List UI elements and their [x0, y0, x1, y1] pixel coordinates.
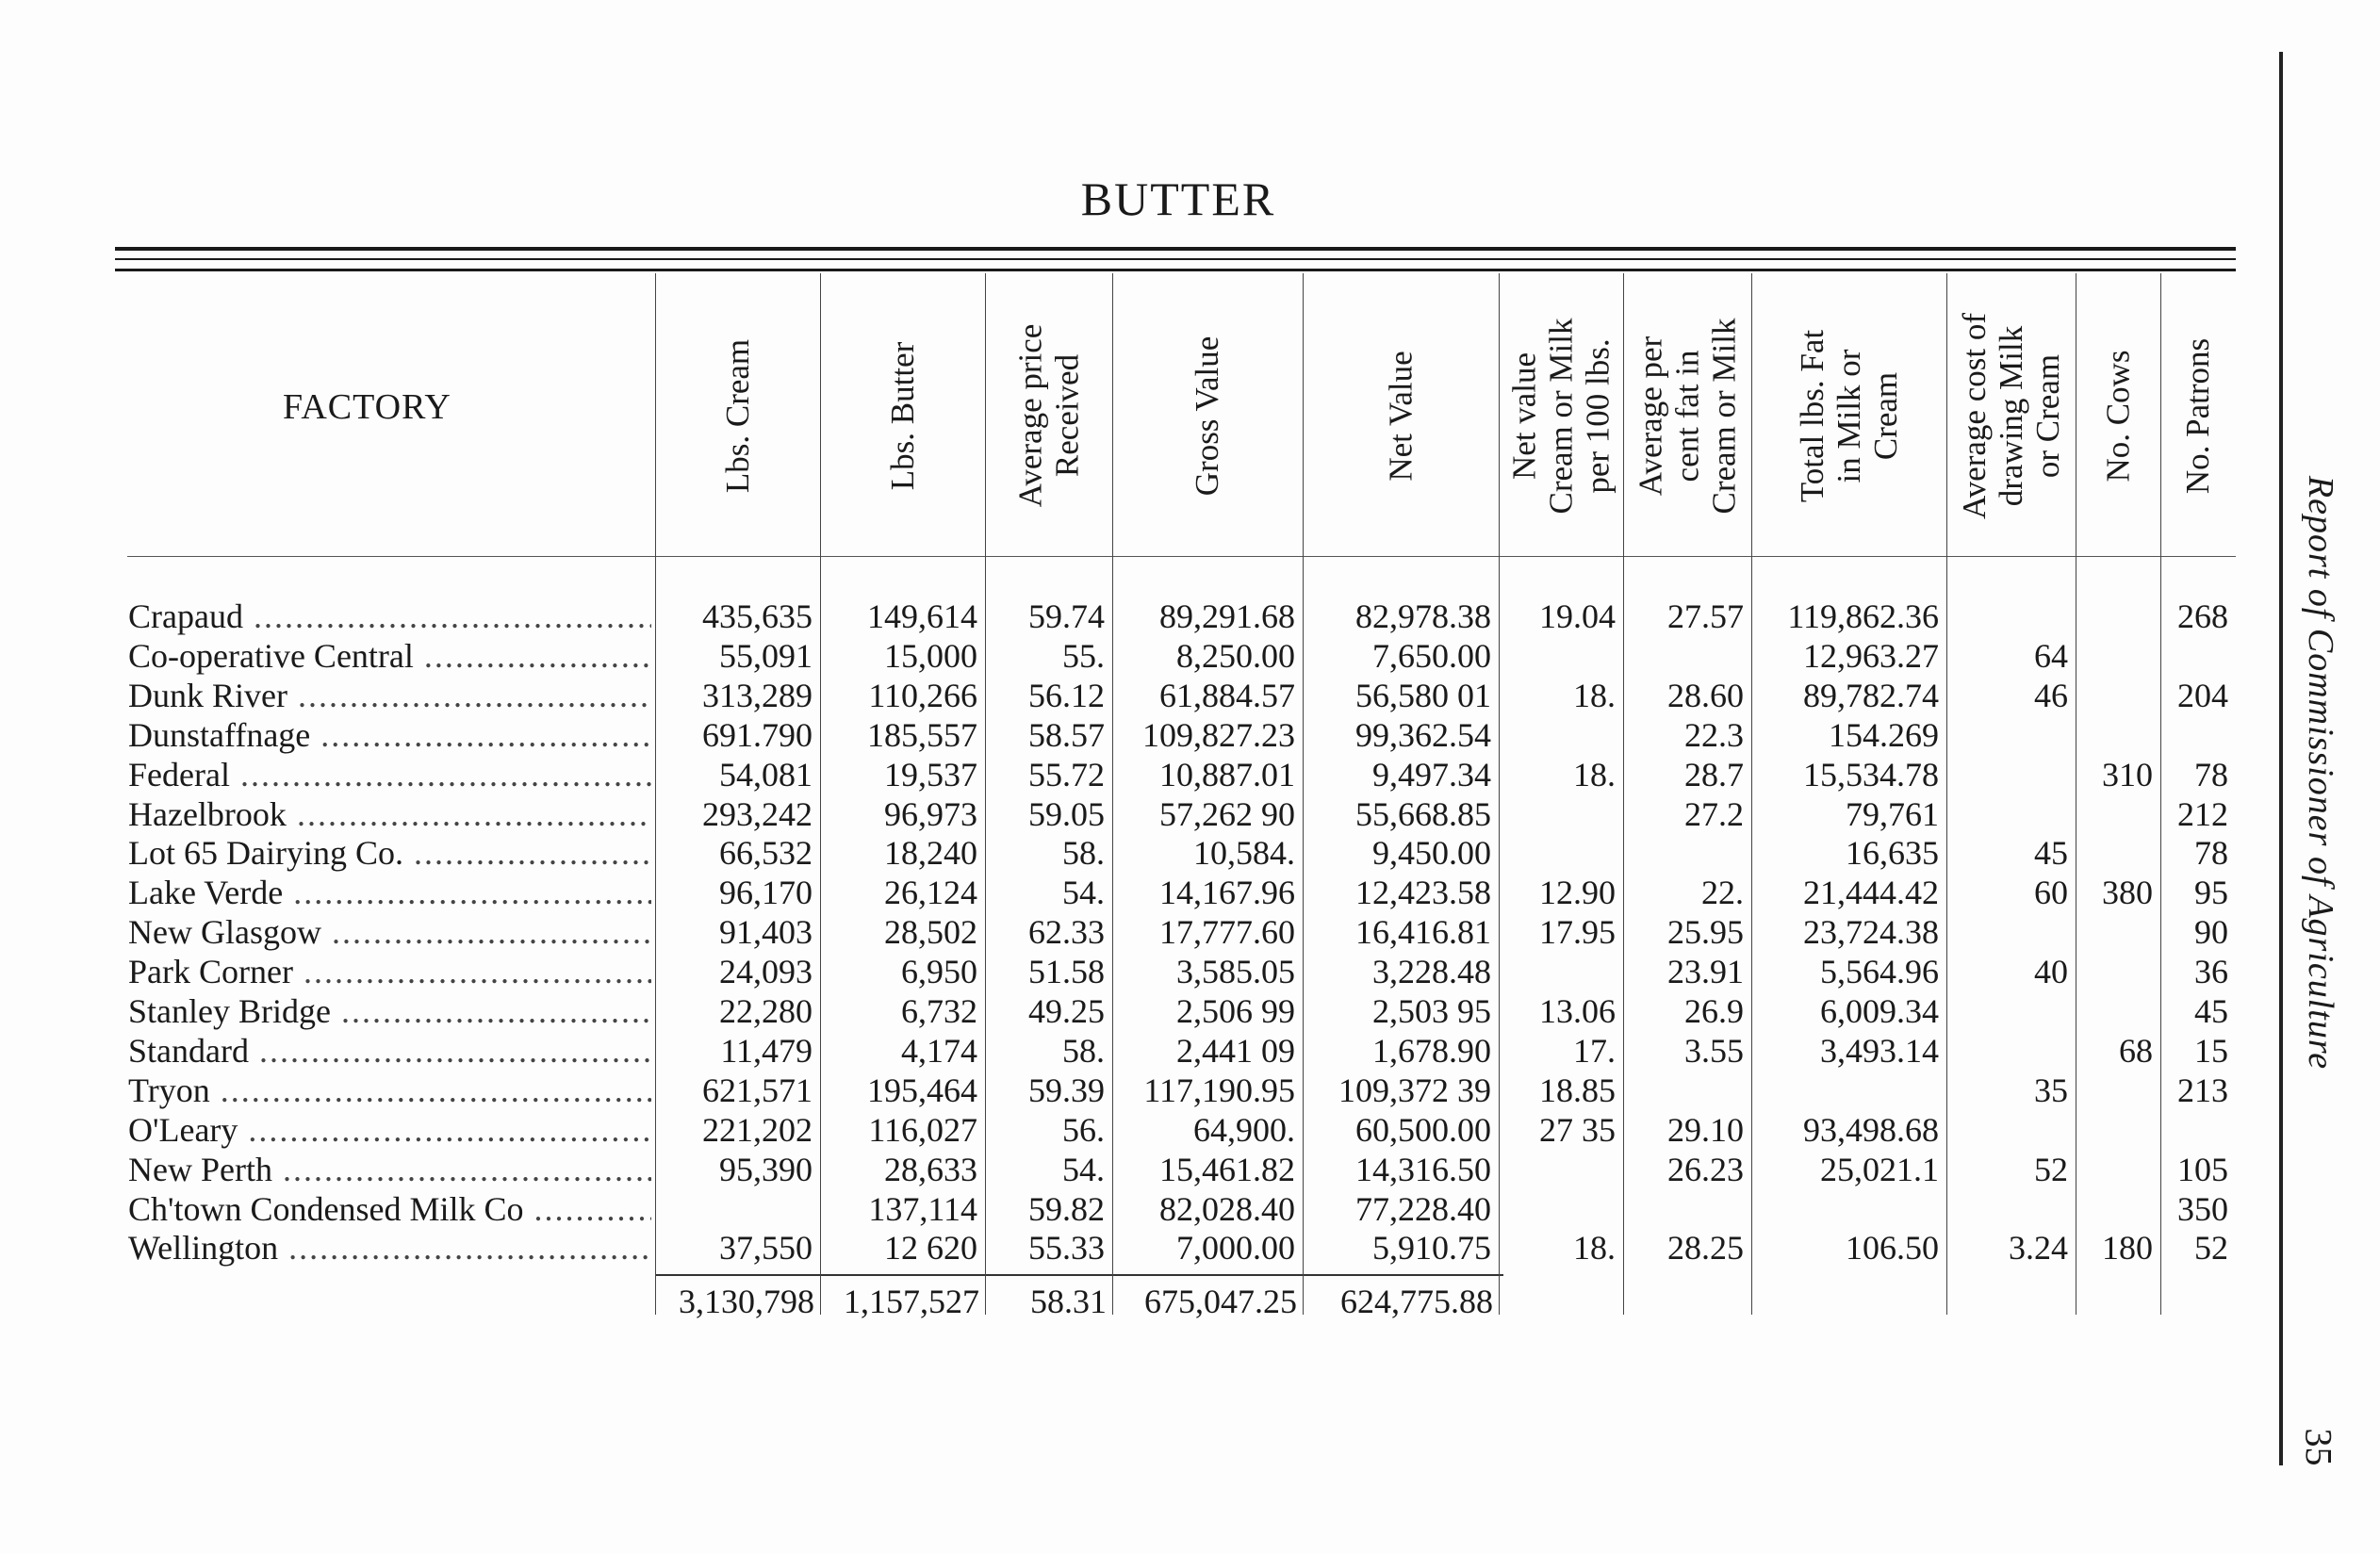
header-rule-under-headings [127, 556, 2236, 557]
cell-gross: 57,262 90 [1159, 794, 1295, 833]
cell-butter: 15,000 [884, 636, 977, 675]
factory-column-header: FACTORY [283, 387, 451, 427]
cell-gross: 82,028.40 [1159, 1189, 1295, 1228]
cell-per100: 18. [1573, 755, 1616, 793]
cell-cream: 96,170 [719, 874, 812, 912]
cell-butter: 6,950 [901, 953, 977, 991]
column-header-line: Cream or Milk [1542, 317, 1580, 515]
cell-fat: 26.9 [1684, 992, 1744, 1030]
cell-net: 9,497.34 [1372, 755, 1491, 793]
cell-per100: 18. [1573, 1229, 1616, 1268]
column-header-line: Net Value [1382, 350, 1420, 482]
table-row [0, 1150, 2380, 1189]
factory-name: Dunstaffnage ..... [128, 715, 651, 755]
cell-total-fat: 89,782.74 [1803, 676, 1939, 714]
cell-patrons: 350 [2177, 1189, 2228, 1228]
cell-patrons: 36 [2194, 953, 2228, 991]
cell-per100: 17. [1573, 1031, 1616, 1070]
cell-butter: 26,124 [884, 874, 977, 912]
factory-name: O'Leary ..... [128, 1110, 651, 1150]
column-header-total-fat [1751, 275, 1946, 556]
cell-cream: 313,289 [702, 676, 812, 714]
total-butter: 1,157,527 [844, 1283, 979, 1320]
cell-gross: 61,884.57 [1159, 676, 1295, 714]
cell-price: 56. [1062, 1110, 1105, 1149]
cell-price: 55.72 [1028, 755, 1105, 793]
column-header-line: Net value [1505, 352, 1543, 480]
cell-butter: 19,537 [884, 755, 977, 793]
cell-fat: 28.60 [1667, 676, 1744, 714]
header-rule-bottom [115, 269, 2236, 271]
factory-name: Stanley Bridge ..... [128, 991, 651, 1031]
column-header-price [985, 275, 1112, 556]
cell-net: 14,316.50 [1355, 1150, 1491, 1188]
cell-price: 54. [1062, 874, 1105, 912]
cell-per100: 27 35 [1539, 1110, 1616, 1149]
cell-cost: 52 [2034, 1150, 2068, 1188]
column-header-line: Cream or Milk [1705, 317, 1743, 515]
cell-price: 51.58 [1028, 953, 1105, 991]
running-title-text: Report of Commissioner of Agriculture [2301, 475, 2340, 1071]
cell-price: 59.82 [1028, 1189, 1105, 1228]
cell-price: 54. [1062, 1150, 1105, 1188]
cell-price: 58. [1062, 834, 1105, 873]
cell-price: 55.33 [1028, 1229, 1105, 1268]
table-row [0, 873, 2380, 912]
cell-cream: 11,479 [720, 1031, 812, 1070]
cell-butter: 4,174 [901, 1031, 977, 1070]
table-row [0, 1110, 2380, 1150]
cell-fat: 22.3 [1684, 715, 1744, 754]
table-row [0, 1189, 2380, 1229]
table-row [0, 1071, 2380, 1110]
cell-butter: 185,557 [867, 715, 977, 754]
table-row [0, 597, 2380, 636]
cell-cost: 64 [2034, 636, 2068, 675]
cell-fat: 27.2 [1684, 794, 1744, 833]
cell-cost: 46 [2034, 676, 2068, 714]
cell-total-fat: 119,862.36 [1787, 597, 1939, 635]
cell-cream: 54,081 [719, 755, 812, 793]
cell-net: 12,423.58 [1355, 874, 1491, 912]
factory-name: Park Corner ..... [128, 952, 651, 991]
cell-butter: 6,732 [901, 992, 977, 1030]
cell-patrons: 52 [2194, 1229, 2228, 1268]
cell-gross: 64,900. [1193, 1110, 1295, 1149]
cell-cream: 435,635 [702, 597, 812, 635]
column-header-gross [1112, 275, 1303, 556]
cell-patrons: 95 [2194, 874, 2228, 912]
column-header-net [1303, 275, 1499, 556]
cell-gross: 14,167.96 [1159, 874, 1295, 912]
cell-patrons: 78 [2194, 755, 2228, 793]
column-header-line: Lbs. Butter [883, 341, 921, 490]
column-header-line: Lbs. Cream [718, 338, 756, 493]
column-header-cows [2076, 275, 2160, 556]
cell-net: 2,503 95 [1372, 992, 1491, 1030]
factory-name: Crapaud ..... [128, 597, 651, 636]
cell-per100: 13.06 [1539, 992, 1616, 1030]
factory-name: Hazelbrook ..... [128, 794, 651, 834]
cell-price: 56.12 [1028, 676, 1105, 714]
column-header-line: Cream [1867, 371, 1904, 460]
table-row [0, 1228, 2380, 1268]
cell-gross: 17,777.60 [1159, 913, 1295, 952]
cell-fat: 28.25 [1667, 1229, 1744, 1268]
table-row [0, 1031, 2380, 1071]
factory-name: Wellington ..... [128, 1228, 651, 1268]
cell-cream: 22,280 [719, 992, 812, 1030]
column-header-line: Average per [1632, 335, 1669, 496]
cell-cream: 55,091 [719, 636, 812, 675]
column-header-line: Received [1048, 353, 1086, 478]
column-header-line: cent fat in [1668, 350, 1706, 482]
cell-total-fat: 5,564.96 [1820, 953, 1939, 991]
cell-gross: 117,190.95 [1143, 1071, 1295, 1109]
column-header-fat [1623, 275, 1751, 556]
page-number: 35 [2297, 1428, 2340, 1466]
cell-net: 5,910.75 [1372, 1229, 1491, 1268]
cell-net: 99,362.54 [1355, 715, 1491, 754]
cell-cream: 91,403 [719, 913, 812, 952]
cell-cows: 310 [2102, 755, 2153, 793]
cell-butter: 18,240 [884, 834, 977, 873]
cell-cream: 66,532 [719, 834, 812, 873]
cell-butter: 28,502 [884, 913, 977, 952]
table-row [0, 636, 2380, 676]
cell-total-fat: 15,534.78 [1803, 755, 1939, 793]
cell-total-fat: 106.50 [1846, 1229, 1939, 1268]
factory-name: New Perth ..... [128, 1150, 651, 1189]
cell-net: 82,978.38 [1355, 597, 1491, 635]
cell-total-fat: 16,635 [1846, 834, 1939, 873]
cell-butter: 110,266 [868, 676, 977, 714]
cell-total-fat: 3,493.14 [1820, 1031, 1939, 1070]
table-row [0, 794, 2380, 834]
cell-net: 7,650.00 [1372, 636, 1491, 675]
table-row [0, 755, 2380, 794]
cell-gross: 10,887.01 [1159, 755, 1295, 793]
column-header-line: Average price [1011, 323, 1049, 508]
cell-fat: 26.23 [1667, 1150, 1744, 1188]
cell-total-fat: 23,724.38 [1803, 913, 1939, 952]
cell-cows: 180 [2102, 1229, 2153, 1268]
factory-name: Tryon ..... [128, 1071, 651, 1110]
factory-name: Dunk River ..... [128, 676, 651, 715]
cell-price: 58.57 [1028, 715, 1105, 754]
cell-price: 59.05 [1028, 794, 1105, 833]
factory-name: Ch'town Condensed Milk Co ..... [128, 1189, 651, 1229]
cell-butter: 195,464 [867, 1071, 977, 1109]
cell-fat: 27.57 [1667, 597, 1744, 635]
column-header-line: Total lbs. Fat [1794, 329, 1830, 502]
cell-butter: 28,633 [884, 1150, 977, 1188]
cell-per100: 18. [1573, 676, 1616, 714]
cell-price: 55. [1062, 636, 1105, 675]
column-header-line: Gross Value [1189, 335, 1226, 496]
cell-patrons: 45 [2194, 992, 2228, 1030]
cell-patrons: 213 [2177, 1071, 2228, 1109]
cell-fat: 28.7 [1684, 755, 1744, 793]
column-header-line: No. Patrons [2179, 337, 2217, 494]
cell-gross: 10,584. [1193, 834, 1295, 873]
cell-total-fat: 12,963.27 [1803, 636, 1939, 675]
total-price: 58.31 [1030, 1283, 1107, 1320]
cell-total-fat: 154.269 [1829, 715, 1939, 754]
cell-net: 3,228.48 [1372, 953, 1491, 991]
column-header-line: per 100 lbs. [1579, 337, 1617, 494]
cell-net: 109,372 39 [1338, 1071, 1491, 1109]
factory-name: Federal ..... [128, 755, 651, 794]
cell-cream: 95,390 [719, 1150, 812, 1188]
cell-patrons: 268 [2177, 597, 2228, 635]
header-rule-top [115, 247, 2236, 251]
column-header-line: No. Cows [2099, 349, 2137, 483]
cell-per100: 17.95 [1539, 913, 1616, 952]
factory-name: New Glasgow ..... [128, 912, 651, 952]
cell-net: 60,500.00 [1355, 1110, 1491, 1149]
cell-patrons: 105 [2177, 1150, 2228, 1188]
cell-cost: 3.24 [2009, 1229, 2068, 1268]
cell-net: 1,678.90 [1372, 1031, 1491, 1070]
cell-cream: 293,242 [702, 794, 812, 833]
cell-gross: 89,291.68 [1159, 597, 1295, 635]
cell-net: 16,416.81 [1355, 913, 1491, 952]
cell-total-fat: 79,761 [1846, 794, 1939, 833]
totals-row [0, 1282, 2380, 1321]
header-rule-middle [115, 258, 2236, 260]
column-header-per100 [1499, 275, 1623, 556]
cell-gross: 109,827.23 [1142, 715, 1295, 754]
cell-cream: 621,571 [702, 1071, 812, 1109]
cell-price: 62.33 [1028, 913, 1105, 952]
cell-total-fat: 25,021.1 [1820, 1150, 1939, 1188]
totals-rule [655, 1274, 1503, 1276]
column-header-line: or Cream [2029, 353, 2067, 478]
cell-gross: 15,461.82 [1159, 1150, 1295, 1188]
cell-patrons: 212 [2177, 794, 2228, 833]
table-row [0, 991, 2380, 1031]
table-row [0, 676, 2380, 715]
cell-net: 55,668.85 [1355, 794, 1491, 833]
cell-gross: 3,585.05 [1176, 953, 1295, 991]
column-header-butter [820, 275, 985, 556]
cell-fat: 22. [1701, 874, 1744, 912]
cell-cost: 60 [2034, 874, 2068, 912]
cell-cream: 691.790 [702, 715, 812, 754]
cell-per100: 18.85 [1539, 1071, 1616, 1109]
factory-name: Standard ..... [128, 1031, 651, 1071]
cell-fat: 3.55 [1684, 1031, 1744, 1070]
cell-cream: 24,093 [719, 953, 812, 991]
column-header-cream [655, 275, 820, 556]
cell-butter: 96,973 [884, 794, 977, 833]
cell-fat: 25.95 [1667, 913, 1744, 952]
table-row [0, 833, 2380, 873]
column-header-patrons [2160, 275, 2236, 556]
cell-cream: 221,202 [702, 1110, 812, 1149]
cell-per100: 12.90 [1539, 874, 1616, 912]
cell-butter: 137,114 [868, 1189, 977, 1228]
total-net: 624,775.88 [1340, 1283, 1493, 1320]
cell-total-fat: 93,498.68 [1803, 1110, 1939, 1149]
page-edge-rule [2279, 52, 2283, 1465]
cell-patrons: 15 [2194, 1031, 2228, 1070]
total-gross: 675,047.25 [1144, 1283, 1297, 1320]
cell-cost: 40 [2034, 953, 2068, 991]
cell-butter: 149,614 [867, 597, 977, 635]
cell-net: 9,450.00 [1372, 834, 1491, 873]
cell-cows: 68 [2119, 1031, 2153, 1070]
cell-gross: 2,441 09 [1176, 1031, 1295, 1070]
cell-price: 59.39 [1028, 1071, 1105, 1109]
cell-gross: 8,250.00 [1176, 636, 1295, 675]
column-header-line: drawing Milk [1993, 325, 2030, 506]
cell-cost: 45 [2034, 834, 2068, 873]
factory-name: Co-operative Central ..... [128, 636, 651, 676]
table-row [0, 715, 2380, 755]
cell-cows: 380 [2102, 874, 2153, 912]
cell-total-fat: 21,444.42 [1803, 874, 1939, 912]
column-header-line: Average cost of [1956, 312, 1994, 519]
total-cream: 3,130,798 [679, 1283, 814, 1320]
factory-name: Lot 65 Dairying Co. ..... [128, 833, 651, 873]
cell-net: 77,228.40 [1355, 1189, 1491, 1228]
cell-patrons: 78 [2194, 834, 2228, 873]
cell-patrons: 90 [2194, 913, 2228, 952]
cell-total-fat: 6,009.34 [1820, 992, 1939, 1030]
cell-patrons: 204 [2177, 676, 2228, 714]
cell-price: 59.74 [1028, 597, 1105, 635]
column-header-line: in Milk or [1830, 349, 1867, 483]
table-row [0, 952, 2380, 991]
cell-butter: 116,027 [868, 1110, 977, 1149]
page-title: BUTTER [1080, 172, 1276, 225]
cell-butter: 12 620 [884, 1229, 977, 1268]
cell-net: 56,580 01 [1355, 676, 1491, 714]
cell-gross: 2,506 99 [1176, 992, 1295, 1030]
factory-name: Lake Verde ..... [128, 873, 651, 912]
cell-price: 49.25 [1028, 992, 1105, 1030]
cell-gross: 7,000.00 [1176, 1229, 1295, 1268]
column-header-cost [1946, 275, 2076, 556]
cell-cost: 35 [2034, 1071, 2068, 1109]
cell-fat: 29.10 [1667, 1110, 1744, 1149]
table-row [0, 912, 2380, 952]
cell-fat: 23.91 [1667, 953, 1744, 991]
cell-cream: 37,550 [719, 1229, 812, 1268]
cell-per100: 19.04 [1539, 597, 1616, 635]
cell-price: 58. [1062, 1031, 1105, 1070]
